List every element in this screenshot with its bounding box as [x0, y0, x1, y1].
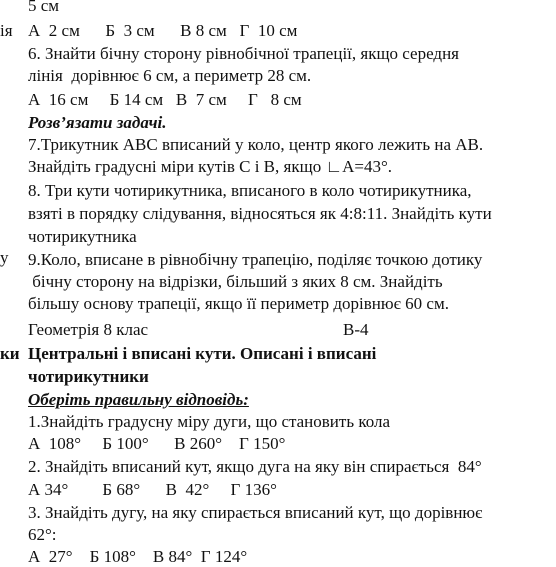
course-label: Геометрія 8 клас [28, 320, 149, 339]
answer-options: А 27° Б 108° В 84° Г 124° [28, 547, 248, 566]
text-line: 5 см [28, 0, 60, 15]
section-heading: Оберіть правильну відповідь: [28, 390, 249, 409]
margin-fragment: у [0, 248, 9, 267]
topic-title: Центральні і вписані кути. Описані і вписані [28, 344, 377, 363]
section-heading: Розв’язати задачі. [28, 113, 167, 132]
answer-options: А 2 см Б 3 см В 8 см Г 10 см [28, 21, 298, 40]
answer-options: А 16 см Б 14 см В 7 см Г 8 см [28, 90, 302, 109]
margin-fragment: ки [0, 344, 20, 363]
margin-fragment: ія [0, 21, 13, 40]
question-3: 3. Знайдіть дугу, на яку спирається вписаний кут, що дорівнює [28, 503, 483, 522]
question-9-cont: бічну сторону на відрізки, більший з яких 8 см. Знайдіть [28, 272, 443, 291]
question-8-cont: чотирикутника [28, 227, 137, 246]
question-8: 8. Три кути чотирикутника, вписаного в коло чотирикутника, [28, 181, 472, 200]
question-6-cont: лінія дорівнює 6 см, а периметр 28 см. [28, 66, 312, 85]
question-7-cont: Знайдіть градусні міри кутів С і В, якщо ∟А=43°. [28, 157, 392, 176]
question-2: 2. Знайдіть вписаний кут, якщо дуга на яку він спирається 84° [28, 457, 482, 476]
question-3-cont: 62°: [28, 525, 57, 544]
topic-title-cont: чотирикутники [28, 367, 149, 386]
question-6: 6. Знайти бічну сторону рівнобічної трапеції, якщо середня [28, 44, 459, 63]
question-7: 7.Трикутник АВС вписаний у коло, центр якого лежить на АВ. [28, 135, 484, 154]
answer-options: А 108° Б 100° В 260° Г 150° [28, 434, 286, 453]
answer-options: А 34° Б 68° В 42° Г 136° [28, 480, 277, 499]
question-9-cont: більшу основу трапеції, якщо її периметр дорівнює 60 см. [28, 294, 449, 313]
question-8-cont: взяті в порядку слідування, відносяться як 4:8:11. Знайдіть кути [28, 204, 492, 223]
question-1: 1.Знайдіть градусну міру дуги, що становить кола [28, 412, 391, 431]
question-9: 9.Коло, вписане в рівнобічну трапецію, поділяє точкою дотику [28, 250, 483, 269]
variant-code: В-4 [343, 320, 369, 339]
